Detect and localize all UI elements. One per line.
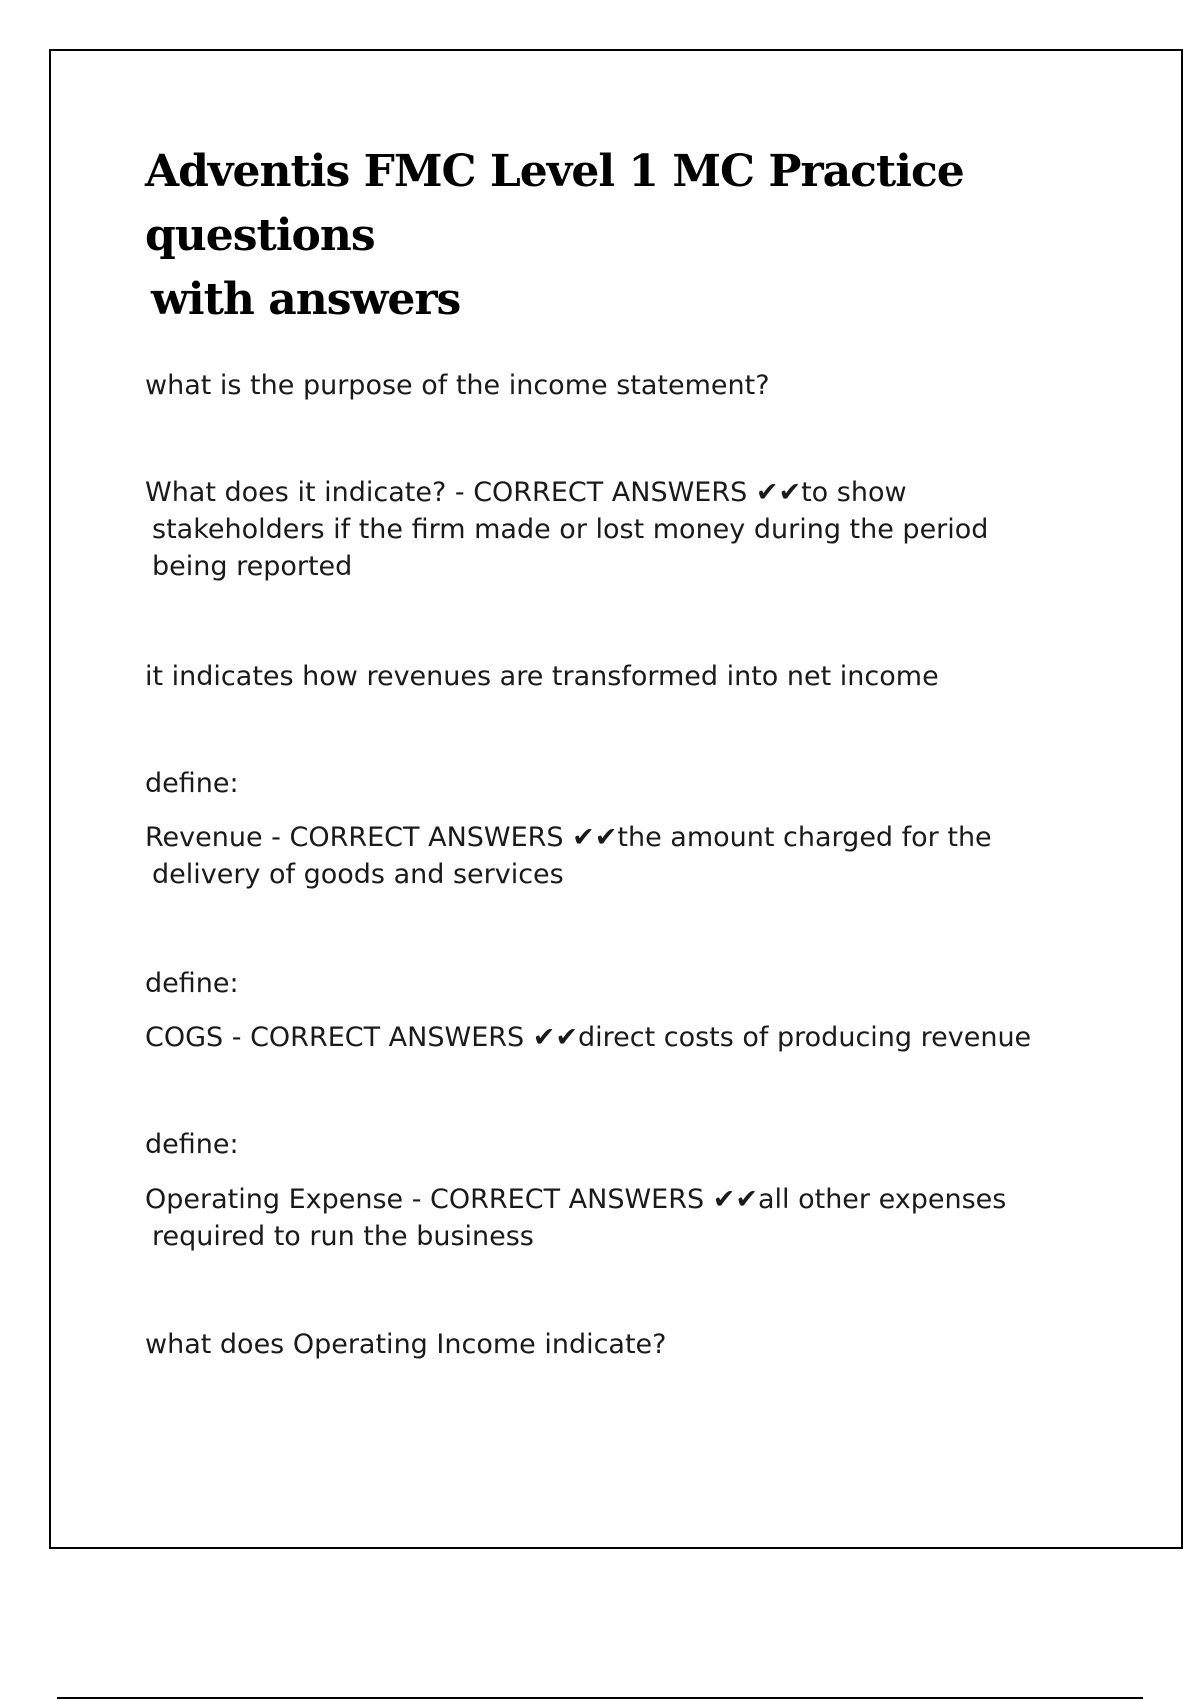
document-title-line-1: Adventis FMC Level 1 MC Practice questions xyxy=(145,146,964,261)
define-label xyxy=(145,965,1105,1002)
statement-revenues-to-net-income xyxy=(145,658,1105,695)
text-line: being reported xyxy=(152,551,353,582)
text-line: define: xyxy=(145,968,239,999)
answer-revenue-definition xyxy=(145,819,1105,893)
text-line: What does it indicate? - CORRECT ANSWERS ✔✔to show xyxy=(145,477,907,508)
answer-operating-expense-definition xyxy=(145,1181,1105,1255)
document-title xyxy=(145,140,1105,332)
text-line: required to run the business xyxy=(152,1221,534,1252)
question-income-statement-purpose xyxy=(145,367,1105,404)
text-line: it indicates how revenues are transformed into net income xyxy=(145,661,939,692)
document-title-line-2: with answers xyxy=(151,274,461,325)
text-line: define: xyxy=(145,1129,239,1160)
answer-income-statement-indication xyxy=(145,474,1105,585)
text-line: delivery of goods and services xyxy=(152,859,564,890)
define-label xyxy=(145,1126,1105,1163)
text-line: define: xyxy=(145,768,239,799)
question-operating-income xyxy=(145,1326,1105,1363)
text-line: what is the purpose of the income statement? xyxy=(145,370,770,401)
text-line: COGS - CORRECT ANSWERS ✔✔direct costs of producing revenue xyxy=(145,1022,1032,1053)
text-line: Revenue - CORRECT ANSWERS ✔✔the amount charged for the xyxy=(145,822,992,853)
text-line: Operating Expense - CORRECT ANSWERS ✔✔all other expenses xyxy=(145,1184,1007,1215)
text-line: what does Operating Income indicate? xyxy=(145,1329,667,1360)
define-label xyxy=(145,765,1105,802)
footer-divider xyxy=(57,1697,1143,1699)
text-line: stakeholders if the firm made or lost money during the period xyxy=(152,514,989,545)
answer-cogs-definition xyxy=(145,1019,1105,1056)
